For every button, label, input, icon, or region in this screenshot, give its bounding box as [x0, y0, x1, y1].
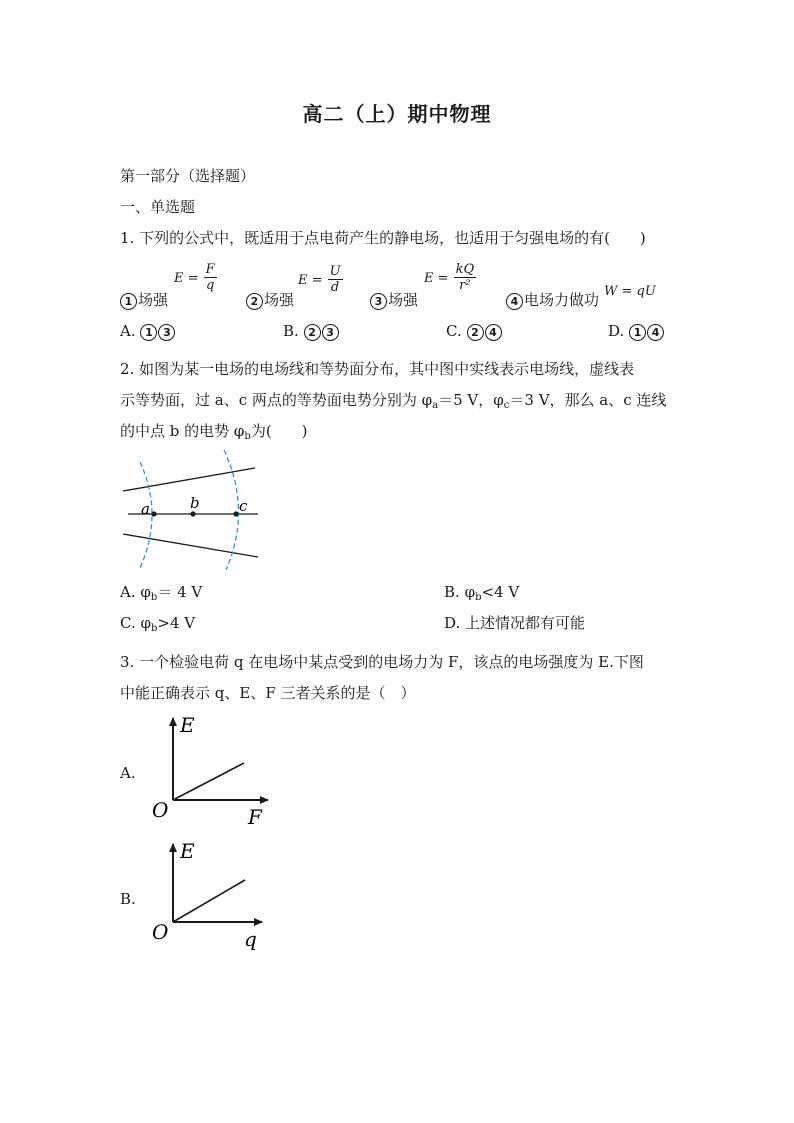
text-span: 的中点 b 的电势 φ [120, 422, 245, 440]
formula-3-den: r² [459, 278, 471, 293]
circled-number-icon: 3 [158, 324, 175, 341]
option-letter: B. [283, 322, 299, 340]
formula-2-caption [246, 290, 294, 310]
text-span: 示等势面，过 a、c 两点的等势面电势分别为 φ [120, 391, 433, 409]
q1-option-b[interactable] [283, 321, 340, 341]
circled-number-icon: 3 [322, 324, 339, 341]
formula-3-num: kQ [455, 262, 475, 277]
formula-2 [298, 264, 343, 295]
point-c-dot [233, 511, 238, 516]
circled-number-icon: 4 [485, 324, 502, 341]
formula-1-num: F [205, 262, 215, 277]
field-line-bottom [123, 534, 258, 557]
formula-1-caption [120, 290, 168, 310]
option-text: >4 V [157, 614, 196, 632]
option-text: <4 V [481, 583, 520, 601]
formula-3-label: 场强 [388, 291, 419, 309]
formula-2-lhs: E = [298, 273, 323, 288]
point-a-label: a [141, 500, 150, 518]
circled-number-icon: 2 [304, 324, 321, 341]
option-text: ＝ 4 V [157, 583, 203, 601]
subscript: b [244, 431, 251, 442]
option-letter: A. [120, 322, 136, 340]
q2-option-d[interactable] [444, 613, 585, 633]
formula-3-caption [370, 290, 418, 310]
formula-2-label: 场强 [264, 291, 295, 309]
point-c-label: c [239, 497, 248, 515]
formula-3-lhs: E = [424, 271, 449, 286]
point-a-dot [151, 511, 156, 516]
option-letter: C. [120, 614, 136, 632]
formula-1-label: 场强 [138, 291, 169, 309]
formula-1 [174, 262, 217, 293]
formula-2-den: d [330, 280, 340, 295]
electric-field-diagram [118, 448, 268, 573]
formula-4-expression: W = qU [604, 284, 656, 299]
point-b-label: b [190, 494, 200, 512]
q1-option-a[interactable] [120, 321, 176, 341]
subscript: c [503, 400, 510, 411]
question-2-line-3 [120, 421, 308, 447]
q1-option-c[interactable] [446, 321, 503, 341]
q2-option-b[interactable] [444, 582, 519, 608]
formula-4-label: 电场力做功 [524, 291, 600, 309]
question-2-line-1: 2. 如图为某一电场的电场线和等势面分布，其中图中实线表示电场线，虚线表 [120, 360, 635, 378]
circled-number-icon: 4 [647, 324, 664, 341]
x-axis-label: q [244, 927, 257, 951]
question-3-line-2: 中能正确表示 q、E、F 三者关系的是（ ） [120, 684, 416, 702]
q2-option-c[interactable] [120, 613, 195, 639]
y-axis-label: E [180, 713, 195, 737]
formula-4-caption [506, 290, 599, 310]
circled-number-icon: 1 [140, 324, 157, 341]
circled-number-icon: 4 [506, 293, 523, 310]
graph-b [148, 838, 273, 953]
question-2-line-2 [120, 390, 666, 416]
graph-line [173, 880, 245, 922]
q2-option-a[interactable] [120, 582, 202, 608]
option-letter: D. [608, 322, 625, 340]
q3-option-b-label[interactable]: B. [120, 890, 136, 908]
q3-option-a-label[interactable]: A. [120, 764, 136, 782]
option-letter: A. [120, 583, 136, 601]
text-span: ＝3 V，那么 a、c 连线 [509, 391, 667, 409]
subscript: b [150, 592, 158, 603]
x-axis-label: F [248, 805, 262, 829]
circled-number-icon: 3 [370, 293, 387, 310]
part-heading: 第一部分（选择题） [120, 167, 256, 185]
option-letter: B. [444, 583, 460, 601]
option-text: 上述情况都有可能 [465, 614, 586, 632]
circled-number-icon: 1 [120, 293, 137, 310]
formula-3 [424, 262, 476, 293]
circled-number-icon: 2 [467, 324, 484, 341]
origin-label: O [152, 798, 169, 822]
option-letter: D. [444, 614, 461, 632]
subscript: a [432, 400, 439, 411]
text-span: ＝5 V，φ [438, 391, 504, 409]
graph-line [173, 763, 244, 800]
y-axis-label: E [180, 839, 195, 863]
circled-number-icon: 1 [629, 324, 646, 341]
question-1-text: 1. 下列的公式中，既适用于点电荷产生的静电场，也适用于匀强电场的有( ) [120, 229, 646, 247]
section-heading: 一、单选题 [120, 198, 196, 216]
formula-1-lhs: E = [174, 271, 199, 286]
question-3-line-1: 3. 一个检验电荷 q 在电场中某点受到的电场力为 F，该点的电场强度为 E.下图 [120, 653, 644, 671]
phi-symbol: φ [140, 583, 151, 601]
subscript: b [151, 623, 158, 634]
formula-1-den: q [205, 278, 215, 293]
text-span: 为( ) [250, 422, 308, 440]
subscript: b [475, 592, 482, 603]
formula-2-num: U [329, 264, 341, 279]
field-line-top [123, 468, 255, 491]
point-b-dot [190, 511, 195, 516]
phi-symbol: φ [464, 583, 476, 601]
phi-symbol: φ [140, 614, 152, 632]
origin-label: O [152, 920, 169, 944]
page-title: 高二（上）期中物理 [302, 102, 492, 126]
circled-number-icon: 2 [246, 293, 263, 310]
graph-a [148, 710, 273, 830]
q1-option-d[interactable] [608, 321, 665, 341]
option-letter: C. [446, 322, 462, 340]
